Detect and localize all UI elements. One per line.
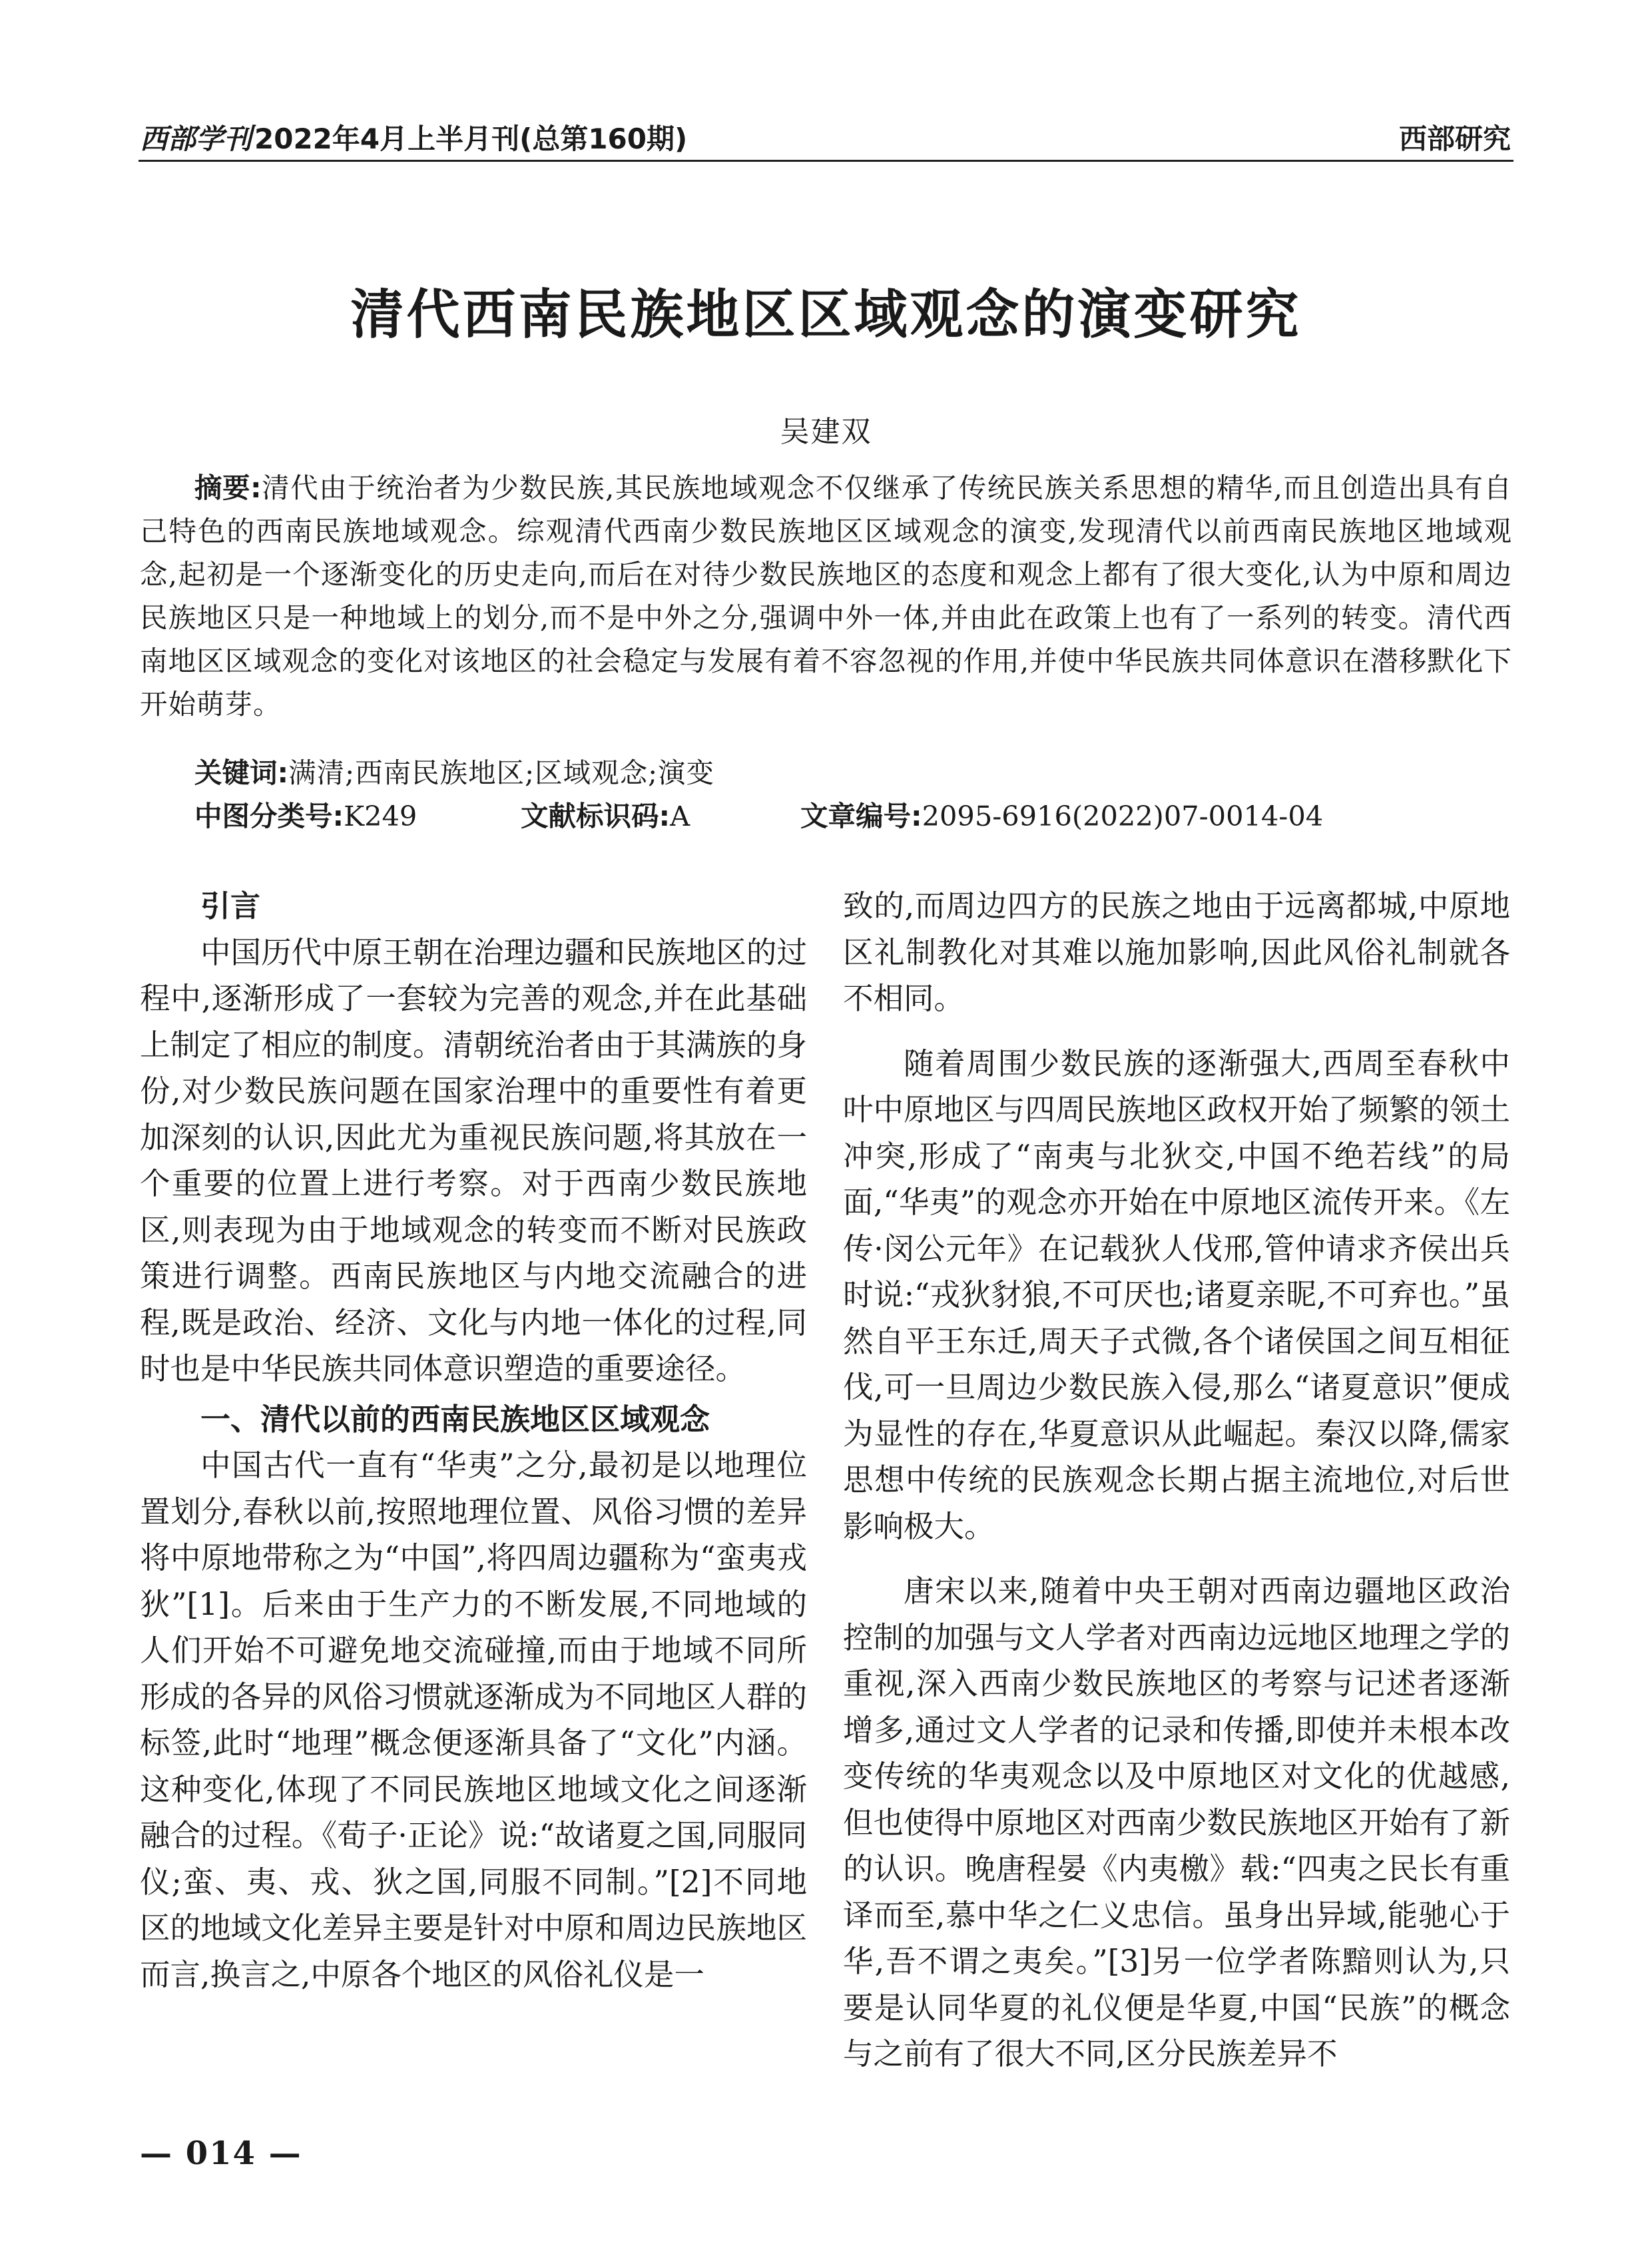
page-number: — 014 — (140, 2135, 302, 2172)
document-code-value: A (670, 800, 690, 832)
abstract (140, 466, 1512, 726)
clc-label: 中图分类号: (194, 800, 344, 832)
clc-number (194, 794, 417, 838)
clc-value: K249 (344, 800, 417, 832)
keywords-text: 满清;西南民族地区;区域观念;演变 (288, 756, 715, 789)
article-title: 清代西南民族地区区域观念的演变研究 (350, 283, 1302, 346)
abstract-label: 摘要: (194, 471, 262, 504)
body-column-right (843, 883, 1510, 2078)
running-header-left (140, 117, 687, 157)
body-paragraph: 随着周围少数民族的逐渐强大,西周至春秋中叶中原地区与四周民族地区政权开始了频繁的领土冲突,形成了“南夷与北狄交,中国不绝若线”的局面,“华夷”的观念亦开始在中原地区流传开来。《左传·闵公元年》在记载狄人伐邢,管仲请求齐侯出兵时说:“戎狄豺狼,不可厌也;诸夏亲昵,不可弃也。”虽然自平王东迁,周天子式微,各个诸侯国之间互相征伐,可一旦周边少数民族入侵,那么“诸夏意识”便成为显性的存在,华夏意识从此崛起。秦汉以降,儒家思想中传统的民族观念长期占据主流地位,对后世影响极大。 (843, 1045, 1510, 1544)
document-code (521, 794, 690, 838)
article-number-value: 2095-6916(2022)07-0014-04 (922, 800, 1324, 832)
body-column-left (140, 883, 807, 1998)
author: 吴建双 (780, 415, 872, 449)
intro-heading: 引言 (200, 888, 261, 924)
keywords-label: 关键词: (194, 756, 289, 789)
keywords (194, 751, 1512, 794)
intro-paragraph: 中国历代中原王朝在治理边疆和民族地区的过程中,逐渐形成了一套较为完善的观念,并在此基础上制定了相应的制度。清朝统治者由于其满族的身份,对少数民族问题在国家治理中的重要性有着更加深刻的认识,因此尤为重视民族问题,将其放在一个重要的位置上进行考察。对于西南少数民族地区,则表现为由于地域观念的转变而不断对民族政策进行调整。西南民族地区与内地交流融合的进程,既是政治、经济、文化与内地一体化的过程,同时也是中华民族共同体意识塑造的重要途径。 (140, 934, 807, 1386)
article-number (800, 794, 1323, 838)
abstract-text: 清代由于统治者为少数民族,其民族地域观念不仅继承了传统民族关系思想的精华,而且创造出具有自己特色的西南民族地域观念。综观清代西南少数民族地区区域观念的演变,发现清代以前西南民族地区地域观念,起初是一个逐渐变化的历史走向,而后在对待少数民族地区的态度和观念上都有了很大变化,认为中原和周边民族地区只是一种地域上的划分,而不是中外之分,强调中外一体,并由此在政策上也有了一系列的转变。清代西南地区区域观念的变化对该地区的社会稳定与发展有着不容忽视的作用,并使中华民族共同体意识在潜移默化下开始萌芽。 (140, 471, 1512, 720)
journal-logo: 西部学刊 (140, 123, 252, 155)
document-code-label: 文献标识码: (521, 800, 671, 832)
article-number-label: 文章编号: (800, 800, 922, 832)
body-paragraph: 中国古代一直有“华夷”之分,最初是以地理位置划分,春秋以前,按照地理位置、风俗习惯的差异将中原地带称之为“中国”,将四周边疆称为“蛮夷戎狄”[1]。后来由于生产力的不断发展,不同地域的人们开始不可避免地交流碰撞,而由于地域不同所形成的各异的风俗习惯就逐渐成为不同地区人群的标签,此时“地理”概念便逐渐具备了“文化”内涵。这种变化,体现了不同民族地区地域文化之间逐渐融合的过程。《荀子·正论》说:“故诸夏之国,同服同仪;蛮、夷、戎、狄之国,同服不同制。”[2]不同地区的地域文化差异主要是针对中原和周边民族地区而言,换言之,中原各个地区的风俗礼仪是一 (140, 1448, 807, 1992)
header-rule (138, 160, 1514, 162)
issue-info: 2022年4月上半月刊(总第160期) (254, 123, 688, 155)
section1-heading: 一、清代以前的西南民族地区区域观念 (200, 1401, 710, 1437)
section-name: 西部研究 (1398, 123, 1511, 155)
body-paragraph: 唐宋以来,随着中央王朝对西南边疆地区政治控制的加强与文人学者对西南边远地区地理之学的重视,深入西南少数民族地区的考察与记述者逐渐增多,通过文人学者的记录和传播,即使并未根本改变传统的华夷观念以及中原地区对文化的优越感,但也使得中原地区对西南少数民族地区开始有了新的认识。晚唐程晏《内夷檄》载:“四夷之民长有重译而至,慕中华之仁义忠信。虽身出异域,能驰心于华,吾不谓之夷矣。”[3]另一位学者陈黯则认为,只要是认同华夏的礼仪便是华夏,中国“民族”的概念与之前有了很大不同,区分民族差异不 (843, 1573, 1510, 2072)
body-paragraph-continued: 致的,而周边四方的民族之地由于远离都城,中原地区礼制教化对其难以施加影响,因此风俗礼制就各不相同。 (843, 888, 1510, 1016)
